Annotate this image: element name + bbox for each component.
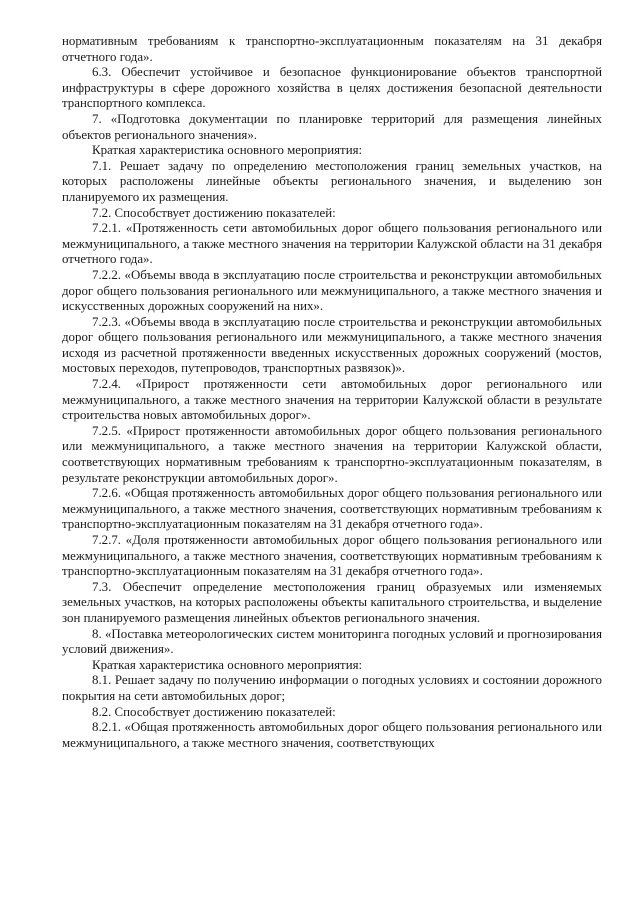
paragraph-7-2: 7.2. Способствует достижению показателей: (92, 205, 336, 220)
paragraph-7-2-5: 7.2.5. «Прирост протяженности автомобильных дорог общего пользования регионального или межмуниципального, а также местного значения на территории Калужской области, соответствующих нормативным требованиям к транспортно-эксплуатационным показателям, в результате реконструкции автомобильных дорог». (62, 423, 602, 485)
paragraph-7-3: 7.3. Обеспечит определение местоположения границ образуемых или изменяемых земельных участков, на которых расположены объекты капитального строительства, и выделение зон планируемого размещения линейных объектов регионального значения. (62, 579, 602, 625)
paragraph-7-2-6: 7.2.6. «Общая протяженность автомобильных дорог общего пользования регионального или межмуниципального, а также местного значения, соответствующих нормативным требованиям к транспортно-эксплуатационным показателям на 31 декабря отчетного года». (62, 486, 602, 532)
paragraph-7-2-3: 7.2.3. «Объемы ввода в эксплуатацию после строительства и реконструкции автомобильных дорог общего пользования регионального или межмуниципального, а также местного значения исходя из расчетной протяженности введенных искусственных дорожных сооружений (мостов, мостовых переходов, путепроводов, транспортных развязок)». (62, 314, 602, 376)
paragraph-8-1: 8.1. Решает задачу по получению информации о погодных условиях и состоянии дорожного покрытия на сети автомобильных дорог; (62, 673, 602, 703)
paragraph-8-2: 8.2. Способствует достижению показателей: (92, 704, 336, 719)
paragraph-8-summary-heading: Краткая характеристика основного мероприятия: (92, 657, 363, 672)
paragraph-continuation: нормативным требованиям к транспортно-эксплуатационным показателям на 31 декабря отчетного года». (62, 34, 602, 64)
paragraph-7-2-7: 7.2.7. «Доля протяженности автомобильных дорог общего пользования регионального или межмуниципального, а также местного значения, соответствующих нормативным требованиям к транспортно-эксплуатационным показателям на 31 декабря отчетного года». (62, 533, 602, 579)
paragraph-8-title: 8. «Поставка метеорологических систем мониторинга погодных условий и прогнозирования условий движения». (62, 626, 602, 657)
paragraph-7-2-1: 7.2.1. «Протяженность сети автомобильных дорог общего пользования регионального или межмуниципального, а также местного значения на территории Калужской области на 31 декабря отчетного года». (62, 221, 602, 267)
paragraph-7-1: 7.1. Решает задачу по определению местоположения границ земельных участков, на которых расположены линейные объекты регионального значения, и выделению зон планируемого их размещения. (62, 158, 602, 204)
paragraph-8-2-1: 8.2.1. «Общая протяженность автомобильных дорог общего пользования регионального или межмуниципального, а также местного значения, соответствующих (62, 720, 602, 750)
document-page (62, 34, 602, 751)
paragraph-7-title: 7. «Подготовка документации по планировке территорий для размещения линейных объектов регионального значения». (62, 111, 602, 142)
paragraph-6-3: 6.3. Обеспечит устойчивое и безопасное функционирование объектов транспортной инфраструктуры в сфере дорожного хозяйства в целях достижения безопасной деятельности транспортного комплекса. (62, 65, 602, 111)
paragraph-7-summary-heading: Краткая характеристика основного мероприятия: (92, 143, 363, 158)
paragraph-7-2-4: 7.2.4. «Прирост протяженности сети автомобильных дорог регионального или межмуниципального, а также местного значения на территории Калужской области в результате строительства новых автомобильных дорог». (62, 377, 602, 423)
paragraph-7-2-2: 7.2.2. «Объемы ввода в эксплуатацию после строительства и реконструкции автомобильных дорог общего пользования регионального или межмуниципального, а также местного значения и искусственных дорожных сооружений на них». (62, 267, 602, 314)
